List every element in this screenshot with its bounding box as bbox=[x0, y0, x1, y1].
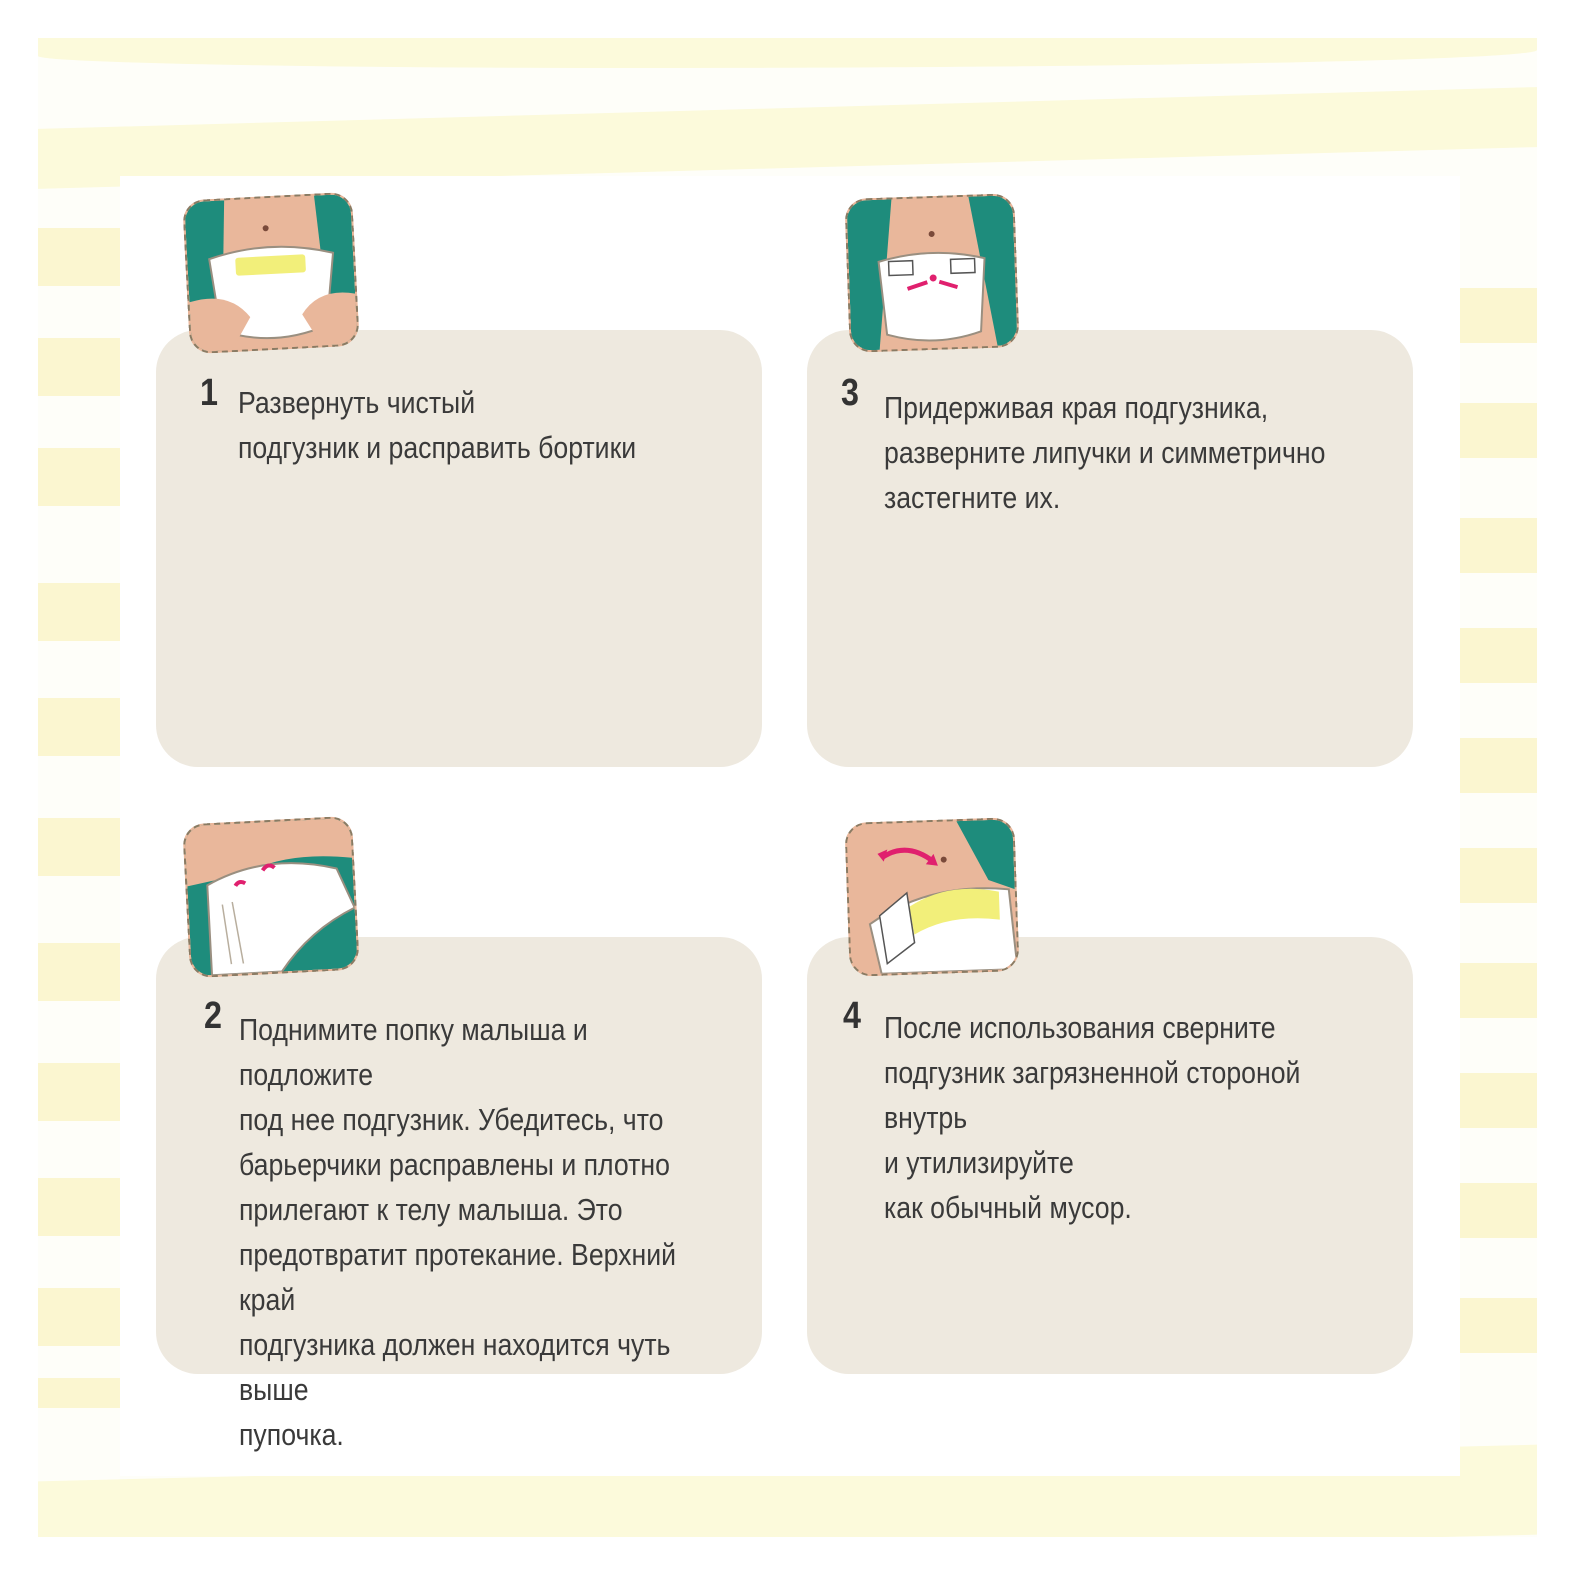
place-diaper-icon bbox=[184, 818, 358, 976]
fasten-tapes-illustration bbox=[844, 193, 1019, 353]
left-stripe bbox=[38, 228, 120, 286]
right-stripe bbox=[1449, 518, 1537, 573]
step-3-number: 3 bbox=[841, 372, 859, 414]
left-stripe bbox=[38, 1178, 120, 1236]
step-2-number: 2 bbox=[204, 995, 222, 1037]
right-stripe bbox=[1449, 288, 1537, 343]
step-1-text: Развернуть чистый подгузник и расправить бортики bbox=[238, 385, 637, 465]
left-stripe bbox=[38, 448, 120, 506]
step-1-card bbox=[156, 330, 762, 767]
unfold-diaper-icon bbox=[184, 194, 358, 352]
left-stripe bbox=[38, 1378, 120, 1408]
left-stripe bbox=[38, 698, 120, 756]
step-3-card bbox=[807, 330, 1413, 767]
step-3-text: Придерживая края подгузника, разверните липучки и симметрично застегните их. bbox=[884, 390, 1326, 515]
fasten-tapes-icon bbox=[846, 195, 1017, 351]
step-4-text: После использования сверните подгузник загрязненной стороной внутрь и утилизируйте как обычный мусор. bbox=[884, 1010, 1301, 1225]
right-stripe bbox=[1449, 1298, 1537, 1353]
left-stripe bbox=[38, 583, 120, 641]
left-stripe bbox=[38, 1063, 120, 1121]
step-4-card bbox=[807, 937, 1413, 1374]
step-2-card bbox=[156, 937, 762, 1452]
right-stripe bbox=[1449, 738, 1537, 793]
right-stripe bbox=[1449, 628, 1537, 683]
left-stripe bbox=[38, 338, 120, 396]
right-stripe bbox=[1449, 1183, 1537, 1238]
unfold-diaper-illustration bbox=[182, 192, 360, 355]
step-2-text: Поднимите попку малыша и подложите под нее подгузник. Убедитесь, что барьерчики расправлены и плотно прилегают к телу малыша. Это предотвратит протекание. Верхний край подгузника должен находится чуть выше пупочка. bbox=[239, 1012, 677, 1452]
top-band bbox=[38, 38, 1537, 68]
right-stripe bbox=[1449, 403, 1537, 458]
left-stripe bbox=[38, 943, 120, 1001]
right-stripe bbox=[1449, 963, 1537, 1018]
place-diaper-illustration bbox=[182, 816, 360, 979]
step-1-number: 1 bbox=[200, 372, 218, 414]
roll-up-diaper-illustration bbox=[844, 817, 1019, 977]
roll-up-diaper-icon bbox=[846, 819, 1017, 975]
left-stripe bbox=[38, 1288, 120, 1346]
left-stripe bbox=[38, 818, 120, 876]
right-stripe bbox=[1449, 1073, 1537, 1128]
step-4-number: 4 bbox=[843, 995, 861, 1037]
top-band-wave bbox=[38, 87, 1537, 189]
right-stripe bbox=[1449, 848, 1537, 903]
